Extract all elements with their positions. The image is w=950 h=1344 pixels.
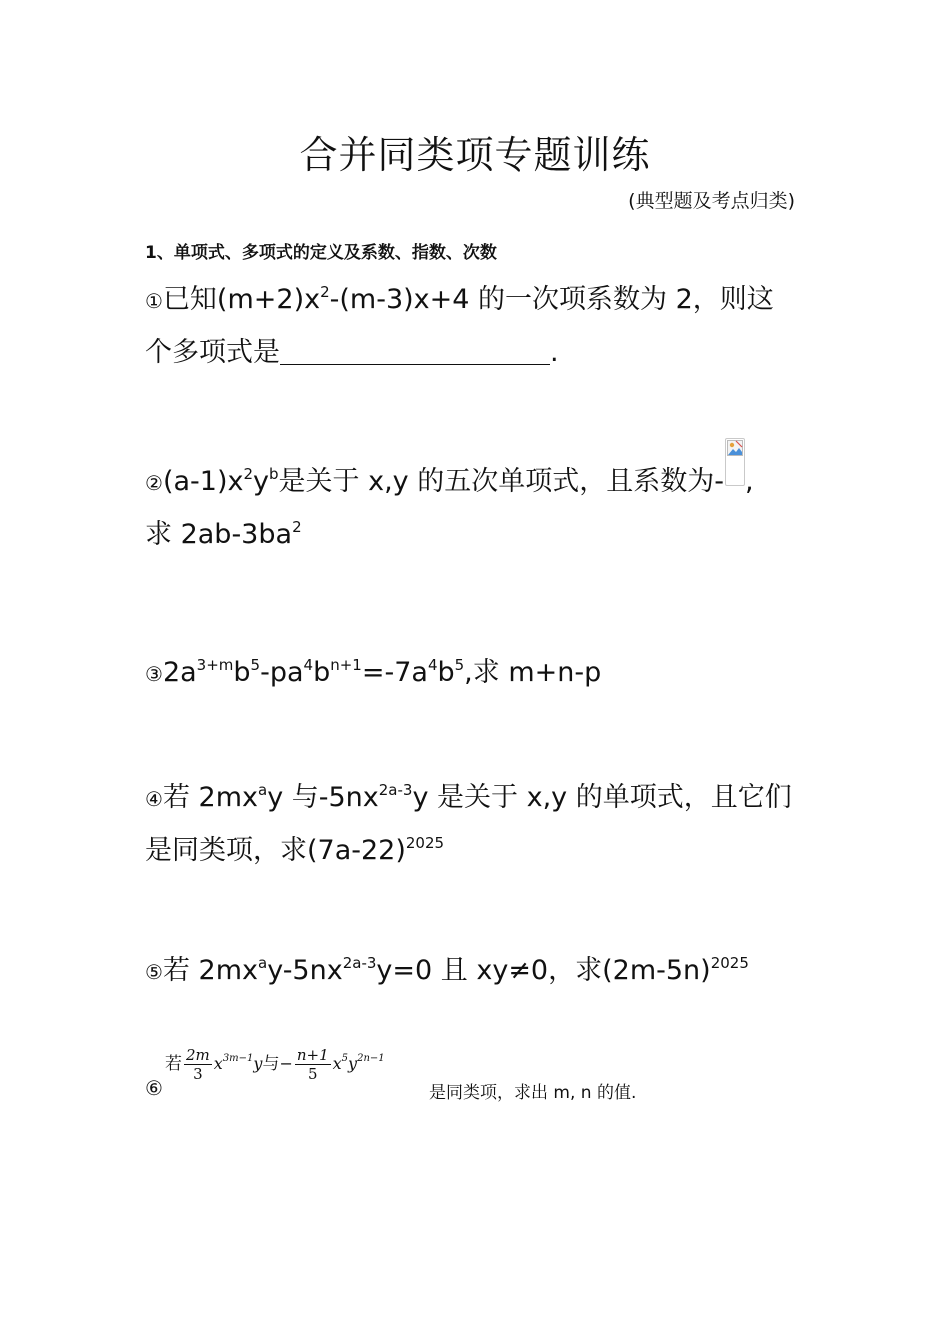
fraction: $\frac{2m}{3}$ [186, 1046, 210, 1083]
broken-image-icon [725, 438, 745, 486]
question-3: $③2a^{3+m}b^5-pa^4b^{n+1}=-7a^4b^5$,求 m+n-p [145, 656, 602, 688]
section-heading-1: 1、单项式、多项式的定义及系数、指数、次数 [145, 243, 497, 263]
formula-image: 若 $\frac{2m}{3}$ $x^{3m-1}y$与− $\frac{n+1}{5}$ $x^5y^{2n-1}$ [165, 1046, 385, 1083]
question-4: ④若 $2mx^ay$ 与$-5nx^{2a-3}y$ 是关于 x,y 的单项式，且它们 是同类项，求$(7a-22)^{2025}$ [145, 781, 792, 866]
question-2: $②(a-1)x^2y^b$是关于 x,y 的五次单项式，且系数为- , 求 $2ab-3ba^2$ [145, 438, 754, 561]
fraction: $\frac{n+1}{5}$ [296, 1046, 329, 1083]
question-1: ①已知$(m+2)x^2-(m-3)x+4$ 的一次项系数为 2，则这 个多项式是 . [145, 283, 774, 368]
page-title: 合并同类项专题训练 [299, 133, 651, 177]
question-number: ⑤ [145, 960, 163, 984]
answer-blank[interactable] [280, 334, 550, 365]
question-5: ⑤若 $2mx^ay-5nx^{2a-3}y=0$ 且 xy≠0，求$(2m-5n)^{2025}$ [145, 954, 749, 986]
page-subtitle: (典型题及考点归类) [628, 190, 795, 212]
question-number: ④ [145, 787, 163, 811]
question-number: ③ [145, 662, 163, 686]
question-number: ⑥ [145, 1076, 163, 1100]
question-number: ① [145, 289, 163, 313]
question-number: ② [145, 471, 163, 495]
